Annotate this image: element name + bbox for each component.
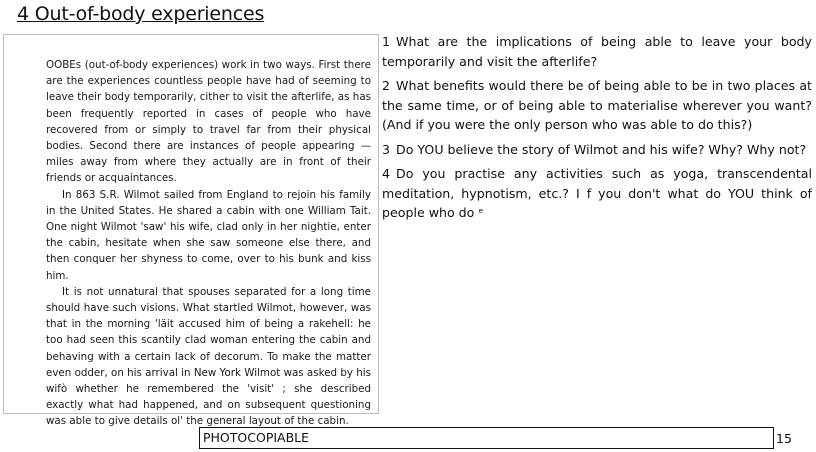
excerpt-paragraph: OOBEs (out-of-body experiences) work in two ways. First there are the experiences countless people have had of seeming to leave their body temporarily, cither to visit the afterlife, as has been frequently reported in cases of people who have recovered from or simply to travel far from their physical bodies. Second there are instances of people appearing — miles away from where they actually are in front of their friends or acquaintances. — [46, 59, 371, 185]
question-item — [382, 76, 812, 135]
question-text: What are the implications of being able to leave your body temporarily and visit the afterlife? — [382, 34, 812, 69]
question-text: Do you practise any activities such as yoga, transcendental meditation, hypnotism, etc.? I f you don't what do YOU think of people who do ᵉ — [382, 166, 812, 220]
photocopiable-footer: PHOTOCOPIABLE — [199, 427, 774, 449]
discussion-questions — [382, 32, 812, 228]
question-item — [382, 140, 812, 160]
excerpt-text — [46, 57, 371, 430]
question-text: What benefits would there be of being able to be in two places at the same time, or of being able to materialise wherever you want? (And if you were the only person who was able to do this?) — [382, 78, 812, 132]
excerpt-paragraph: It is not unnatural that spouses separated for a long time should have such visions. What startled Wilmot, however, was that in the morning 'läit accused him of being a rakehell: he too had seen this scantily clad woman entering the cabin and behaving with a certain lack of decorum. To make the matter even odder, on his arrival in New York Wilmot was asked by his wifò whether he remembered the 'visit' ; she described exactly what had happened, and on subsequent questioning was able to give details ol' the general layout of the cabin. — [46, 285, 372, 428]
question-number: 4 — [382, 166, 391, 181]
page-number: 15 — [776, 431, 792, 446]
question-number: 2 — [382, 78, 391, 93]
question-text: Do YOU believe the story of Wilmot and his wife? Why? Why not? — [396, 141, 807, 157]
question-number: 1 — [382, 34, 391, 49]
page-title: 4 Out-of-body experiences — [17, 3, 265, 25]
question-item — [382, 164, 812, 223]
question-number: 3 — [382, 141, 391, 157]
question-item — [382, 32, 812, 71]
excerpt-paragraph: In 863 S.R. Wilmot sailed from England to rejoin his family in the United States. He shared a cabin with one William Tait. One night Wilmot 'saw' his wife, clad only in her nightie, enter the cabin, hesitate when she saw someone else there, and then conquer her shyness to come, over to his bunk and kiss him. — [46, 188, 371, 282]
